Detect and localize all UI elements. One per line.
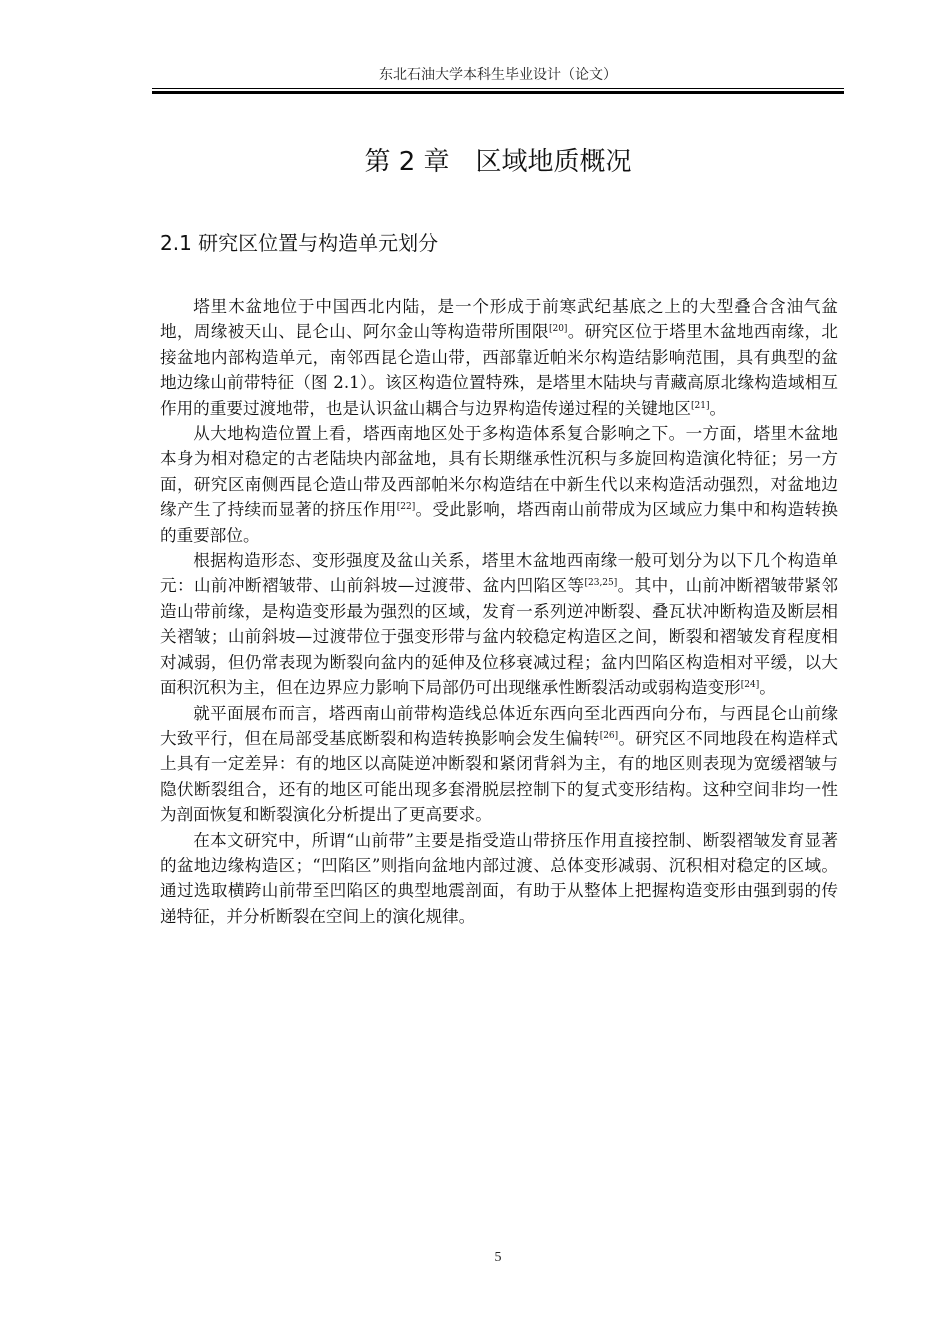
paragraph-text: 根据构造形态、变形强度及盆山关系，塔里木盆地西南缘一般可划分为以下几个构造单元：山前冲断褶皱带、山前斜坡—过渡带、盆内凹陷区等 [160,551,838,596]
paragraph-text: 塔里木盆地位于中国西北内陆，是一个形成于前寒武纪基底之上的大型叠合含油气盆地，周缘被天山、昆仑山、阿尔金山等构造带所围限 [160,297,838,342]
chapter-title: 第 2 章 区域地质概况 [364,147,632,177]
paragraph [160,828,838,930]
page-number: 5 [494,1250,502,1265]
paragraph [160,548,838,700]
paragraph-text: 从大地构造位置上看，塔西南地区处于多构造体系复合影响之下。一方面，塔里木盆地本身为相对稳定的古老陆块内部盆地，具有长期继承性沉积与多旋回构造演化特征；另一方面，研究区南侧西昆仑造山带及西部帕米尔构造结在中新生代以来构造活动强烈，对盆地边缘产生了持续而显著的挤压作用 [160,424,838,520]
citation: [23,25] [584,578,618,589]
body-text [160,294,838,929]
citation: [21] [691,400,710,411]
citation: [22] [396,502,416,513]
paragraph [160,701,838,828]
citation: [20] [548,324,568,335]
citation: [26] [599,730,619,741]
paragraph [160,294,838,421]
paragraph-text: 就平面展布而言，塔西南山前带构造线总体近东西向至北西西向分布，与西昆仑山前缘大致平行，但在局部受基底断裂和构造转换影响会发生偏转 [160,703,838,748]
running-header: 东北石油大学本科生毕业设计（论文） [379,67,617,83]
paragraph-text: 。受此影响，塔西南山前带成为区域应力集中和构造转换的重要部位。 [160,500,838,545]
paragraph-text: 在本文研究中，所谓“山前带”主要是指受造山带挤压作用直接控制、断裂褶皱发育显著的盆地边缘构造区；“凹陷区”则指向盆地内部过渡、总体变形减弱、沉积相对稳定的区域。通过选取横跨山前带至凹陷区的典型地震剖面，有助于从整体上把握构造变形由强到弱的传递特征，并分析断裂在空间上的演化规律。 [160,830,838,926]
header-rule-thin [152,88,844,89]
paragraph [160,421,838,548]
citation: [24] [740,680,760,691]
header-rule-thick [152,91,844,94]
paragraph-text: 。 [759,678,776,698]
paragraph-text: 。 [709,398,727,418]
paragraph-text: 。其中，山前冲断褶皱带紧邻造山带前缘，是构造变形最为强烈的区域，发育一系列逆冲断裂、叠瓦状冲断构造及断层相关褶皱；山前斜坡—过渡带位于强变形带与盆内较稳定构造区之间，断裂和褶皱发育程度相对减弱，但仍常表现为断裂向盆内的延伸及位移衰减过程；盆内凹陷区构造相对平缓，以大面积沉积为主，但在边界应力影响下局部仍可出现继承性断裂活动或弱构造变形 [160,576,839,698]
section-heading: 2.1 研究区位置与构造单元划分 [160,231,439,255]
paragraph-text: 。研究区位于塔里木盆地西南缘，北接盆地内部构造单元，南邻西昆仑造山带，西部靠近帕米尔构造结影响范围，具有典型的盆地边缘山前带特征（图 2.1）。该区构造位置特殊，是塔里木陆块与青藏高原北缘构造域相互作用的重要过渡地带，也是认识盆山耦合与边界构造传递过程的关键地区 [160,322,839,418]
paragraph-text: 。研究区不同地段在构造样式上具有一定差异：有的地区以高陡逆冲断裂和紧闭背斜为主，有的地区则表现为宽缓褶皱与隐伏断裂组合，还有的地区可能出现多套滑脱层控制下的复式变形结构。这种空间非均一性为剖面恢复和断裂演化分析提出了更高要求。 [160,728,839,825]
